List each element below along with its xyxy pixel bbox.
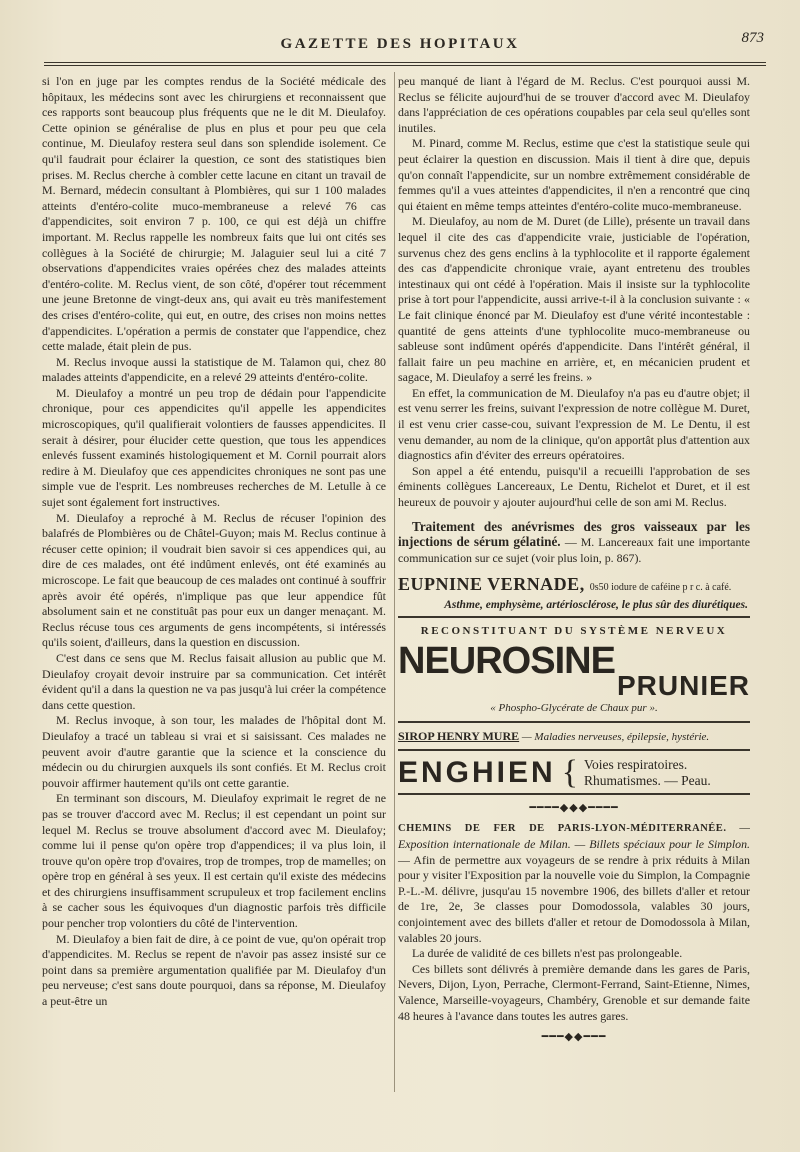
paragraph: M. Dieulafoy, au nom de M. Duret (de Lille), présente un travail dans lequel il cite des cas d'appendicite vraie, justiciable de l'opération, survenus chez des gens enclins à la typhlocolite et il rapporte également des cas d'appendicite chronique vraie, ayant entretenu des troubles intestinaux qui ont cédé à l'opération. Mais il insiste sur la typhlocolite prise à tort pour l'appendicite, aussi arrive-t-il à la conclusion suivante : « Le fait clinique énoncé par M. Dieulafoy est d'une vérité incontestable : quantité de gens atteints d'une typhlocolite muco-membraneuse ou sableuse sont indûment opérés d'appendicite. Dans l'intérêt général, il fallait faire un peu machine en arrière, et, en mécanicien prudent et sagace, M. Dieulafoy a serré les freins. » — [398, 214, 750, 385]
paragraph: M. Reclus invoque, à son tour, les malades de l'hôpital dont M. Dieulafoy a tracé un tableau si vrai et si saisissant. Ces malades ne peuvent avoir d'autre garantie que la science et la conscience du médecin ou du chirurgien auxquels ils sont confiés. Et M. Reclus croit pouvoir affirmer hautement qu'ils ont cette garantie. — [42, 713, 386, 790]
paragraph: si l'on en juge par les comptes rendus de la Société médicale des hôpitaux, les médecins sont avec les chirurgiens et reconnaissent que ces rapports sont beaucoup plus fréquents que ne le dit M. Dieulafoy. Cette opinion se généralise de plus en plus et pour peu que cela continue, M. Dieulafoy restera seul dans son splendide isolement. Ce qu'il faudrait pour éclairer la question, ce sont des statistiques bien prises. M. Reclus cherche à combler cette lacune en citant un travail de M. Bernard, médecin consultant à Plombières, qui sur 1 100 malades atteints d'entéro-colite muco-membraneuse a relevé 76 cas d'appendicites, soit environ 7 p. 100, ce qui est déjà un chiffre important. M. Reclus rappelle les nombreux faits que lui ont cités ses collègues à la Société de chirurgie; M. Jalaguier seul lui a cité 7 observations d'appendicites vraies opérées chez des malades atteints d'entéro-colite. M. Reclus vient, de son côté, d'opérer tout récemment une jeune Bretonne de vingt-deux ans, qui avait eu très manifestement des crises d'entéro-colite, qui eut, en outre, des crises non moins nettes d'appendicites. L'opération a permis de constater que l'appendice, chez cette malade, était plein de pus. — [42, 74, 386, 354]
paragraph: Son appel a été entendu, puisqu'il a recueilli l'approbation de ses éminents collègues Lancereaux, Le Dentu, Richelot et Duret, et il est heureux de pouvoir y ajouter aujourd'hui celle de son ami M. Reclus. — [398, 463, 750, 510]
ornament-divider: ━━━◆◆━━━ — [541, 1031, 607, 1044]
page-header — [40, 30, 764, 60]
paragraph: M. Reclus invoque aussi la statistique de M. Talamon qui, chez 80 malades atteints d'appendicite, en a relevé 29 atteints d'entéro-colite. — [42, 354, 386, 385]
enghien-indications — [584, 757, 711, 789]
ad-divider — [398, 616, 750, 618]
eupnine-ad — [398, 574, 750, 598]
paragraph: M. Dieulafoy a montré un peu trop de dédain pour l'appendicite chronique, pour ces appendicites qu'il appelle les appendicites microscopiques, qu'il qualifierait volontiers de fausses appendicites. Il serait à désirer, pour élucider cette question, que tous les appendices enlevés fussent examinés histologiquement et M. Cornil pourrait alors redire à M. Dieulafoy que ces appendicites chroniques ne sont pas une simple vue de l'esprit. Les nombreuses recherches de M. Letulle à ce sujet sont également fort instructives. — [42, 385, 386, 510]
paragraph: M. Dieulafoy a bien fait de dire, à ce point de vue, qu'on opérait trop d'appendicites. M. Reclus se repent de n'avoir pas assez insisté sur ce point dans sa première argumentation qualifiée par M. Dieulafoy d'un peu nerveuse; c'est sans doute pourquoi, dans sa réponse, M. Dieulafoy a peut-être un — [42, 931, 386, 1009]
left-column — [42, 74, 386, 1010]
enghien-ad — [398, 753, 750, 791]
paragraph: En terminant son discours, M. Dieulafoy exprimait le regret de ne pas se trouver d'accord avec M. Reclus; il est cependant un point sur lequel M. Reclus se trouve absolument d'accord avec M. Dieulafoy; comme lui il pense qu'on opère trop d'appendices; il va plus loin, il trouve qu'on opère trop d'ovaires, trop de trompes, trop de mamelles; on opère trop en général à ses yeux. Il est certain qu'il existe des médecins et des chirurgiens insuffisamment scrupuleux et trop facilement enclins à se cacher sous les équivoques d'un diagnostic parfois très difficile pour pencher trop volontiers du côté de l'intervention. — [42, 791, 386, 931]
page-number: 873 — [741, 30, 764, 46]
railway-notice — [398, 820, 750, 946]
section-note — [398, 519, 750, 566]
advertisements — [398, 574, 750, 817]
paragraph: C'est dans ce sens que M. Reclus faisait allusion au public que M. Dieulafoy croyait devoir instruire par sa communication. Cet intérêt évident qu'il a dans la question ne va pas jusqu'à lui créer la compétence dans cette question. — [42, 650, 386, 712]
eupnine-subtitle: Asthme, emphysème, artériosclérose, le plus sûr des diurétiques. — [444, 598, 748, 611]
ad-divider — [398, 749, 750, 751]
brace-glyph: { — [561, 753, 579, 791]
paragraph: peu manqué de liant à l'égard de M. Reclus. C'est pourquoi aussi M. Reclus se félicite aujourd'hui de se trouver d'accord avec M. Dieulafoy dans l'appréciation de ces opérations coupables par cela seul qu'elles sont inutiles. — [398, 74, 750, 135]
enghien-brand: ENGHIEN — [398, 755, 556, 789]
header-rule-thin — [44, 65, 766, 66]
railway-title: CHEMINS DE FER DE PARIS-LYON-MÉDITERRANÉE. — [398, 823, 727, 835]
sirop-name: SIROP HENRY MURE — [398, 728, 520, 743]
paragraph: En effet, la communication de M. Dieulafoy n'a pas eu d'autre objet; il est venu serrer les freins, suivant l'expression de notre collègue M. Duret, il est venu crier casse-cou, suivant l'expression de M. Le Dentu, il est venu demander, au nom de la clinique, qu'on apportât plus d'attention aux diagnostics afin d'éviter des erreurs opératoires. — [398, 385, 750, 463]
header-rule — [44, 62, 766, 63]
railway-body: — Afin de permettre aux voyageurs de se rendre à prix réduits à Milan pour y visiter l'Exposition par la nouvelle voie du Simplon, la Compagnie P.-L.-M. délivre, jusqu'au 15 novembre 1906, des billets d'aller et retour de 1re, 2e, 3e classes pour Domodossola, valables 30 jours, conjointement avec des billets d'aller et retour de Domodossola à Milan, valables 20 jours. — [398, 852, 750, 945]
sirop-subtitle: — Maladies nerveuses, épilepsie, hystérie. — [521, 730, 710, 743]
railway-intro: — Exposition internationale de Milan. — Billets spéciaux pour le Simplon. — [398, 820, 750, 851]
ornament-divider: ━━━━◆◆◆━━━━ — [529, 801, 619, 814]
paragraph: Ces billets sont délivrés à première demande dans les gares de Paris, Nevers, Dijon, Lyon, Perrache, Clermont-Ferrand, Saint-Etienne, Nimes, Valence, Marseille-voyageurs, Chambéry, Grenoble et sur demande faite 48 heures à l'avance dans toutes les autres gares. — [398, 961, 750, 1023]
journal-title: GAZETTE DES HOPITAUX — [280, 36, 520, 52]
paragraph: M. Pinard, comme M. Reclus, estime que c'est la statistique seule qui peut éclairer la question en discussion. Mais il tient à dire que, depuis qu'on connaît l'appendicite, sur un nombre extrêmement considérable de femmes qu'il a vues atteintes d'appendicites, il n'en a rencontré que cinq qui étaient en même temps atteintes d'entéro-colite muco-membraneuse. — [398, 136, 750, 213]
enghien-line: Rhumatismes. — Peau. — [584, 772, 711, 788]
enghien-line: Voies respiratoires. — [584, 756, 688, 772]
neurosine-brand: NEUROSINE — [398, 640, 615, 683]
prunier-brand: PRUNIER — [616, 670, 750, 702]
sirop-ad — [398, 729, 750, 745]
right-column — [398, 74, 750, 1050]
neurosine-subtitle: « Phospho-Glycérate de Chaux pur ». — [490, 702, 658, 715]
ad-divider — [398, 721, 750, 723]
neurosine-tagline: RECONSTITUANT DU SYSTÈME NERVEUX — [420, 624, 728, 637]
paragraph: La durée de validité de ces billets n'est pas prolongeable. — [412, 946, 683, 961]
note-body: — M. Lancereaux fait une importante communication sur ce sujet (voir plus loin, p. 867). — [398, 534, 750, 565]
eupnine-name: EUPNINE VERNADE, — [398, 573, 585, 594]
note-title: Traitement des anévrismes des gros vaisseaux par les injections de sérum gélatiné. — [398, 518, 750, 549]
ad-divider — [398, 793, 750, 795]
column-divider — [394, 72, 395, 1092]
paragraph: M. Dieulafoy a reproché à M. Reclus de récuser l'opinion des balafrés de Plombières ou de Châtel-Guyon; mais M. Reclus continue à récuser cette opinion; il voudrait bien savoir si ces appendices qui, au dire de ces malades, ont été indûment enlevés, ont été examinés au microscope. Le fait que beaucoup de ces malades ont continué à souffrir après avoir été opérés, n'implique pas que leur appendice fût absolument sain et ne constituât pas pour eux un danger menaçant. M. Reclus récuse tous ces arguments de gens incompétents, si intéressés qu'ils soient, d'ailleurs, dans la question en discussion. — [42, 510, 386, 650]
eupnine-dose: 0s50 iodure de caféine p r c. à café. — [589, 581, 732, 593]
